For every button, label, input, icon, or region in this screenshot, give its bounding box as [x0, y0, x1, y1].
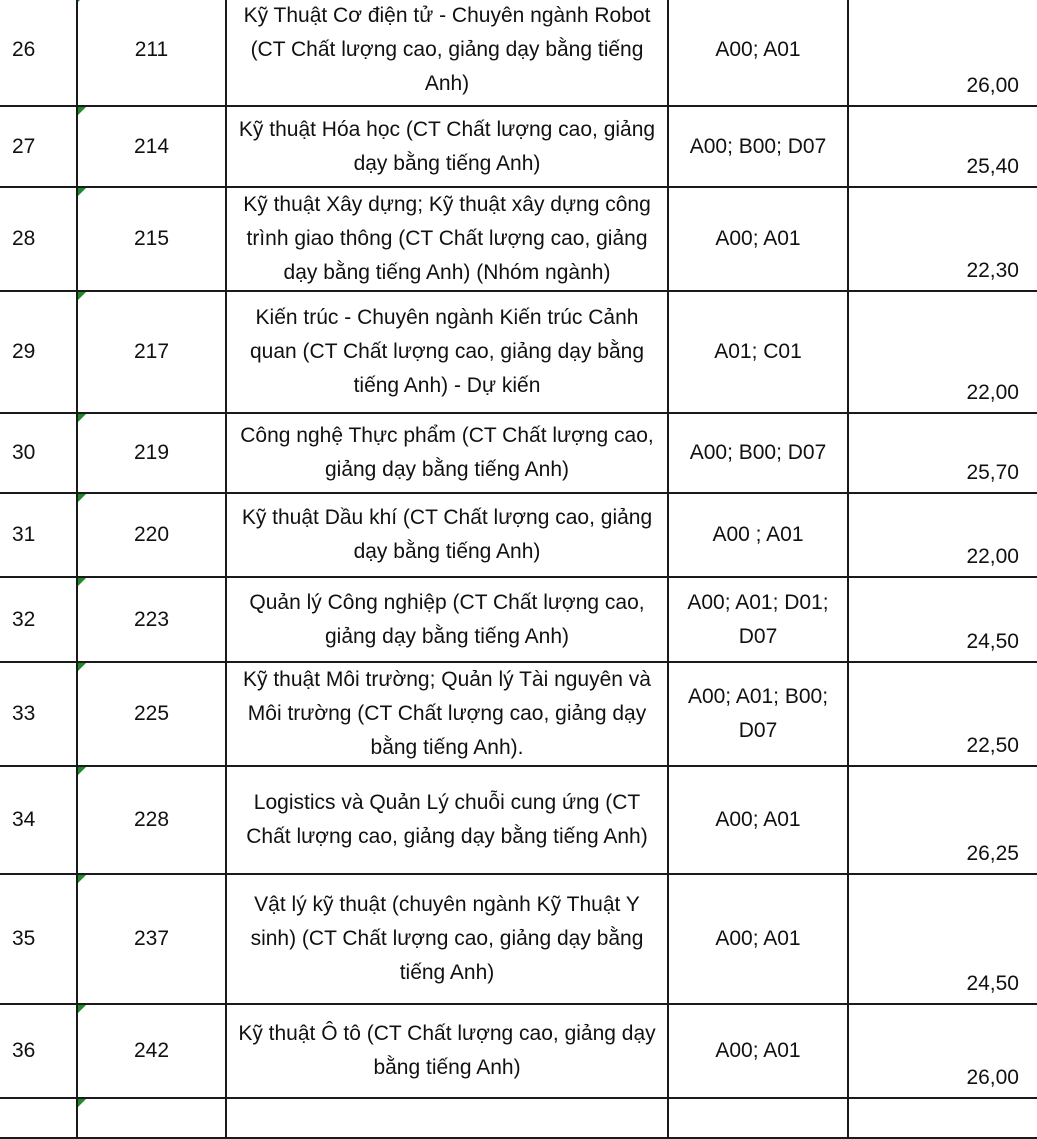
cell-subject-combination[interactable]	[668, 577, 848, 662]
cell-index[interactable]	[0, 0, 77, 106]
cell-cutoff-score-text: 22,30	[966, 259, 1019, 282]
comment-indicator-icon	[78, 875, 86, 883]
cell-major-name[interactable]	[226, 106, 668, 187]
cell-subject-combination-text: A01; C01	[714, 340, 802, 363]
cell-major-code[interactable]	[77, 106, 226, 187]
cell-index[interactable]	[0, 1098, 77, 1138]
cell-index[interactable]	[0, 493, 77, 577]
cell-major-code-text: 214	[133, 134, 170, 158]
cell-major-code-text: 223	[133, 607, 170, 631]
cell-major-name-text: Quản lý Công nghiệp (CT Chất lượng cao, giảng dạy bằng tiếng Anh)	[249, 590, 645, 648]
cell-subject-combination[interactable]	[668, 0, 848, 106]
table-row	[0, 106, 1037, 187]
cell-cutoff-score[interactable]	[848, 187, 1037, 291]
cell-subject-combination[interactable]	[668, 662, 848, 766]
cell-major-name[interactable]	[226, 577, 668, 662]
cell-major-code-text: 242	[133, 1039, 170, 1062]
cell-major-name-text: Kỹ thuật Dầu khí (CT Chất lượng cao, giảng dạy bằng tiếng Anh)	[241, 506, 653, 563]
cell-index-text: 28	[12, 227, 36, 250]
cell-major-code-text: 217	[133, 340, 170, 363]
comment-indicator-icon	[78, 578, 86, 586]
cell-index[interactable]	[0, 106, 77, 187]
cell-major-code-text: 215	[133, 227, 170, 250]
cell-index[interactable]	[0, 874, 77, 1004]
cell-subject-combination[interactable]	[668, 291, 848, 413]
table-row	[0, 1004, 1037, 1098]
cell-index[interactable]	[0, 187, 77, 291]
cell-cutoff-score[interactable]	[848, 291, 1037, 413]
cell-subject-combination[interactable]	[668, 1004, 848, 1098]
table-row	[0, 662, 1037, 766]
comment-indicator-icon	[78, 414, 86, 422]
cell-subject-combination-text: A00; A01; B00; D07	[687, 685, 829, 742]
cell-major-code[interactable]	[77, 0, 226, 106]
cell-major-code[interactable]	[77, 577, 226, 662]
cell-major-code-text: 211	[134, 37, 169, 61]
cell-major-code[interactable]	[77, 493, 226, 577]
comment-indicator-icon	[78, 1099, 86, 1107]
cell-major-name-text: Công nghệ Thực phẩm (CT Chất lượng cao, giảng dạy bằng tiếng Anh)	[240, 424, 654, 481]
cell-index-text: 26	[12, 37, 36, 61]
cell-index-text: 31	[12, 523, 36, 546]
cell-major-code[interactable]	[77, 1098, 226, 1138]
table-row	[0, 1098, 1037, 1138]
table-row	[0, 413, 1037, 493]
comment-indicator-icon	[78, 767, 86, 775]
cell-subject-combination-text: A00; B00; D07	[689, 441, 827, 464]
table-row	[0, 874, 1037, 1004]
cell-subject-combination[interactable]	[668, 1098, 848, 1138]
cell-cutoff-score[interactable]	[848, 413, 1037, 493]
cell-major-name-text: Kỹ thuật Môi trường; Quản lý Tài nguyên và Môi trường (CT Chất lượng cao, giảng dạy bằng tiếng Anh).	[243, 668, 651, 759]
cell-cutoff-score-text: 24,50	[966, 972, 1019, 995]
cell-major-code[interactable]	[77, 187, 226, 291]
comment-indicator-icon	[78, 188, 86, 196]
cell-cutoff-score-text: 22,00	[966, 381, 1019, 404]
cell-cutoff-score-text: 24,50	[966, 630, 1019, 653]
cell-cutoff-score-text: 22,00	[966, 545, 1019, 568]
table-row	[0, 577, 1037, 662]
cell-index[interactable]	[0, 291, 77, 413]
table-row	[0, 187, 1037, 291]
cell-major-code[interactable]	[77, 291, 226, 413]
cell-index-text: 34	[12, 808, 36, 831]
cell-subject-combination-text: A00; A01	[715, 808, 801, 831]
comment-indicator-icon	[78, 0, 86, 2]
cell-index-text: 32	[12, 607, 36, 631]
cell-subject-combination[interactable]	[668, 413, 848, 493]
cell-cutoff-score[interactable]	[848, 0, 1037, 106]
cell-subject-combination[interactable]	[668, 106, 848, 187]
cell-index[interactable]	[0, 662, 77, 766]
cell-major-code[interactable]	[77, 766, 226, 874]
cell-subject-combination-text: A00; A01	[715, 37, 801, 61]
cell-index-text: 27	[12, 134, 36, 158]
cell-major-name-text: Kỹ thuật Xây dựng; Kỹ thuật xây dựng công trình giao thông (CT Chất lượng cao, giảng dạy bằng tiếng Anh) (Nhóm ngành)	[243, 193, 651, 284]
cell-index[interactable]	[0, 577, 77, 662]
cell-cutoff-score-text: 22,50	[966, 734, 1019, 757]
cell-major-name[interactable]	[226, 1004, 668, 1098]
cell-subject-combination-text: A00 ; A01	[712, 523, 804, 546]
cell-major-name[interactable]	[226, 874, 668, 1004]
cell-major-code[interactable]	[77, 413, 226, 493]
cell-cutoff-score[interactable]	[848, 662, 1037, 766]
cell-major-name-text: Vật lý kỹ thuật (chuyên ngành Kỹ Thuật Y sinh) (CT Chất lượng cao, giảng dạy bằng tiếng Anh)	[250, 893, 644, 984]
cell-cutoff-score-text: 26,25	[966, 842, 1019, 865]
cell-cutoff-score[interactable]	[848, 766, 1037, 874]
cell-major-name-text: Kỹ thuật Hóa học (CT Chất lượng cao, giảng dạy bằng tiếng Anh)	[238, 117, 656, 175]
cell-cutoff-score[interactable]	[848, 874, 1037, 1004]
cell-major-name[interactable]	[226, 662, 668, 766]
table-row	[0, 766, 1037, 874]
cell-index-text: 36	[12, 1039, 36, 1062]
cell-major-name[interactable]	[226, 0, 668, 106]
cell-major-name[interactable]	[226, 1098, 668, 1138]
cell-subject-combination[interactable]	[668, 766, 848, 874]
cell-major-name[interactable]	[226, 413, 668, 493]
cell-cutoff-score[interactable]	[848, 1004, 1037, 1098]
cell-subject-combination-text: A00; A01	[715, 927, 801, 950]
comment-indicator-icon	[78, 107, 86, 115]
table-row	[0, 291, 1037, 413]
table-row	[0, 493, 1037, 577]
cell-major-code[interactable]	[77, 662, 226, 766]
cell-subject-combination[interactable]	[668, 874, 848, 1004]
table-row	[0, 0, 1037, 106]
cell-cutoff-score-text: 25,70	[966, 461, 1019, 484]
cell-index[interactable]	[0, 413, 77, 493]
cell-cutoff-score[interactable]	[848, 493, 1037, 577]
comment-indicator-icon	[78, 494, 86, 502]
cell-major-name-text: Kiến trúc - Chuyên ngành Kiến trúc Cảnh quan (CT Chất lượng cao, giảng dạy bằng tiếng Anh) - Dự kiến	[249, 306, 645, 397]
cell-major-name-text: Kỹ Thuật Cơ điện tử - Chuyên ngành Robot (CT Chất lượng cao, giảng dạy bằng tiếng Anh)	[243, 3, 651, 95]
cell-index-text: 35	[12, 927, 36, 950]
cell-subject-combination-text: A00; A01; D01; D07	[687, 590, 829, 648]
cell-cutoff-score-text: 25,40	[966, 155, 1019, 178]
cell-cutoff-score[interactable]	[848, 577, 1037, 662]
cell-subject-combination-text: A00; B00; D07	[689, 134, 827, 158]
cell-index-text: 29	[12, 340, 36, 363]
cell-major-code-text: 220	[133, 523, 170, 546]
cell-major-name[interactable]	[226, 291, 668, 413]
cell-subject-combination[interactable]	[668, 493, 848, 577]
cell-cutoff-score[interactable]	[848, 106, 1037, 187]
cell-index-text: 33	[12, 702, 36, 725]
cell-major-name-text: Logistics và Quản Lý chuỗi cung ứng (CT Chất lượng cao, giảng dạy bằng tiếng Anh)	[246, 791, 648, 848]
cell-major-code-text: 237	[133, 927, 170, 950]
cell-major-code-text: 225	[133, 702, 170, 725]
cell-major-name-text: Kỹ thuật Ô tô (CT Chất lượng cao, giảng dạy bằng tiếng Anh)	[238, 1022, 656, 1079]
comment-indicator-icon	[78, 663, 86, 671]
cell-major-code[interactable]	[77, 1004, 226, 1098]
cell-cutoff-score[interactable]	[848, 1098, 1037, 1138]
cell-major-name[interactable]	[226, 493, 668, 577]
comment-indicator-icon	[78, 1005, 86, 1013]
cell-index-text: 30	[12, 441, 36, 464]
cell-subject-combination-text: A00; A01	[715, 1039, 801, 1062]
cell-major-code-text: 228	[133, 808, 170, 831]
cell-cutoff-score-text: 26,00	[966, 74, 1019, 97]
cell-index[interactable]	[0, 1004, 77, 1098]
cell-index[interactable]	[0, 766, 77, 874]
cell-subject-combination[interactable]	[668, 187, 848, 291]
comment-indicator-icon	[78, 292, 86, 300]
cell-major-code-text: 219	[133, 441, 170, 464]
cell-major-code[interactable]	[77, 874, 226, 1004]
cell-major-name[interactable]	[226, 766, 668, 874]
cell-cutoff-score-text: 26,00	[966, 1066, 1019, 1089]
cell-subject-combination-text: A00; A01	[715, 227, 801, 250]
cell-major-name[interactable]	[226, 187, 668, 291]
